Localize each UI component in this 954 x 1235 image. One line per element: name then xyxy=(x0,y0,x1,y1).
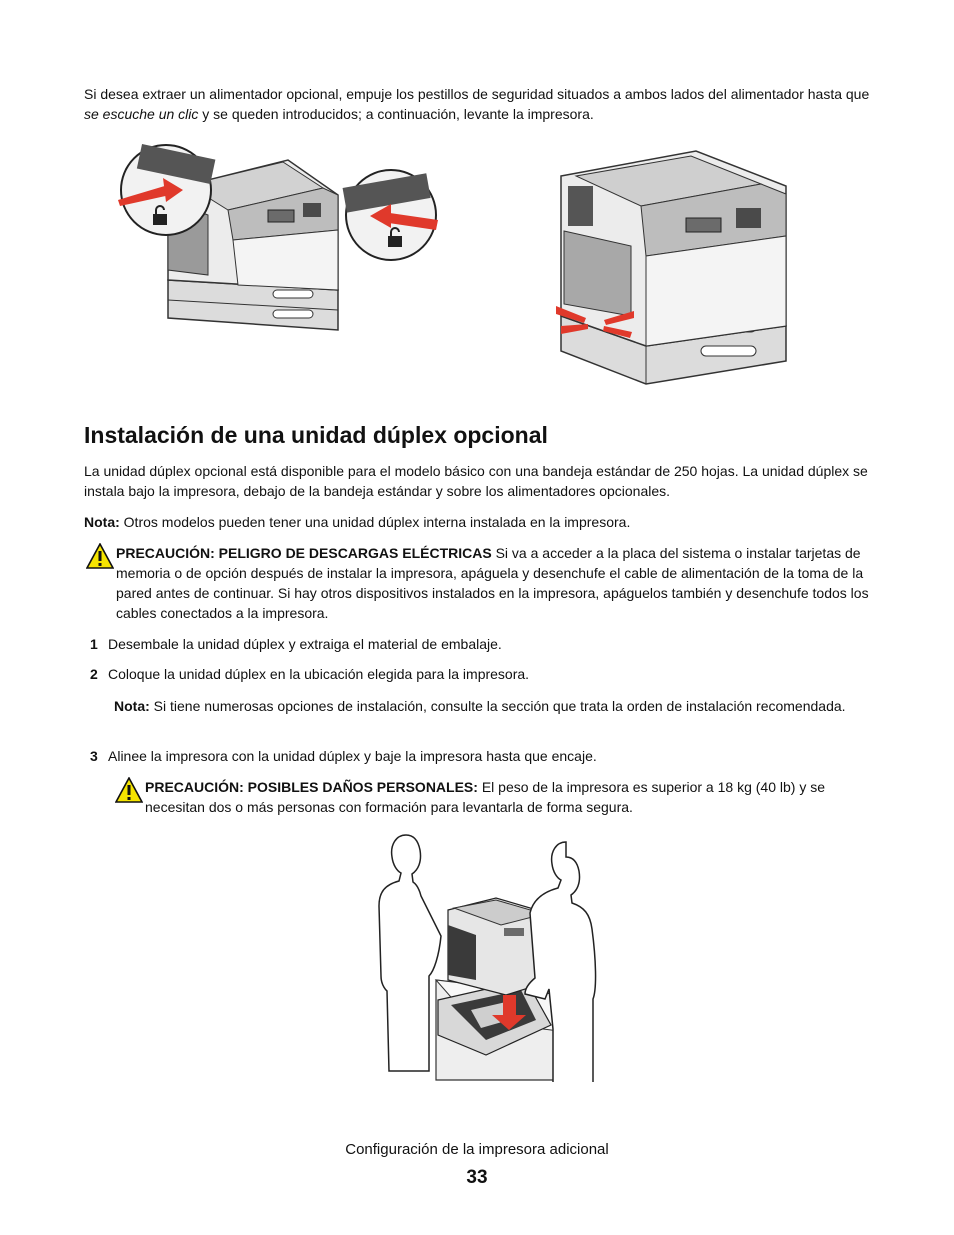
caution-personal-injury xyxy=(145,777,870,817)
caution-text: Si va a acceder a la placa del sistema o instalar tarjetas de memoria o de opción después de instalar la impresora, apáguela y desenchufe el cable de alimentación de la toma de la pared antes de continuar. Si hay otros dispositivos instalados en la impresora, apáguelos también y desenchufe todos los cables conectados a la impresora. xyxy=(116,545,869,621)
note-text: Si tiene numerosas opciones de instalación, consulte la sección que trata la orden de instalación recomendada. xyxy=(149,698,846,714)
intro-paragraph xyxy=(84,84,876,124)
warning-triangle-icon xyxy=(86,543,114,569)
page-number: 33 xyxy=(466,1167,488,1188)
note-other-models xyxy=(84,512,876,532)
caution-label: PRECAUCIÓN: POSIBLES DAÑOS PERSONALES: xyxy=(145,779,478,795)
note-text: Otros modelos pueden tener una unidad dúplex interna instalada en la impresora. xyxy=(119,514,631,530)
footer-section-title: Configuración de la impresora adicional xyxy=(345,1141,609,1158)
note-label: Nota: xyxy=(84,514,120,530)
step-number: 3 xyxy=(90,748,98,764)
warning-triangle-icon xyxy=(115,777,143,803)
section-heading: Instalación de una unidad dúplex opcional xyxy=(84,422,548,448)
note-label: Nota: xyxy=(114,698,150,714)
intro-emphasis: se escuche un clic xyxy=(84,106,199,122)
caution-label: PRECAUCIÓN: PELIGRO DE DESCARGAS ELÉCTRICAS xyxy=(116,545,492,561)
note-installation-order xyxy=(114,696,854,716)
figure-printer-lift xyxy=(556,146,791,386)
step-number: 1 xyxy=(90,636,98,652)
figure-latch-release xyxy=(108,140,443,335)
caution-electric-shock xyxy=(116,543,876,623)
caution-text: El peso de la impresora es superior a 18 kg (40 lb) y se necesitan dos o más personas con formación para levantarla de forma segura. xyxy=(145,779,825,815)
step-text: Desembale la unidad dúplex y extraiga el material de embalaje. xyxy=(108,636,502,652)
step-3 xyxy=(84,746,874,766)
intro-text-end: y se queden introducidos; a continuación, levante la impresora. xyxy=(198,106,594,122)
step-text: Coloque la unidad dúplex en la ubicación elegida para la impresora. xyxy=(108,666,530,682)
figure-two-person-lift xyxy=(376,830,606,1082)
duplex-description: La unidad dúplex opcional está disponible para el modelo básico con una bandeja estándar de 250 hojas. La unidad dúplex se instala bajo la impresora, debajo de la bandeja estándar y sobre los alimentadores opcionales. xyxy=(84,463,868,499)
step-text: Alinee la impresora con la unidad dúplex y baje la impresora hasta que encaje. xyxy=(108,748,597,764)
step-1 xyxy=(84,634,874,654)
step-2 xyxy=(84,664,874,684)
step-number: 2 xyxy=(90,666,98,682)
intro-text: Si desea extraer un alimentador opcional, empuje los pestillos de seguridad situados a ambos lados del alimentador hasta que xyxy=(84,86,870,102)
